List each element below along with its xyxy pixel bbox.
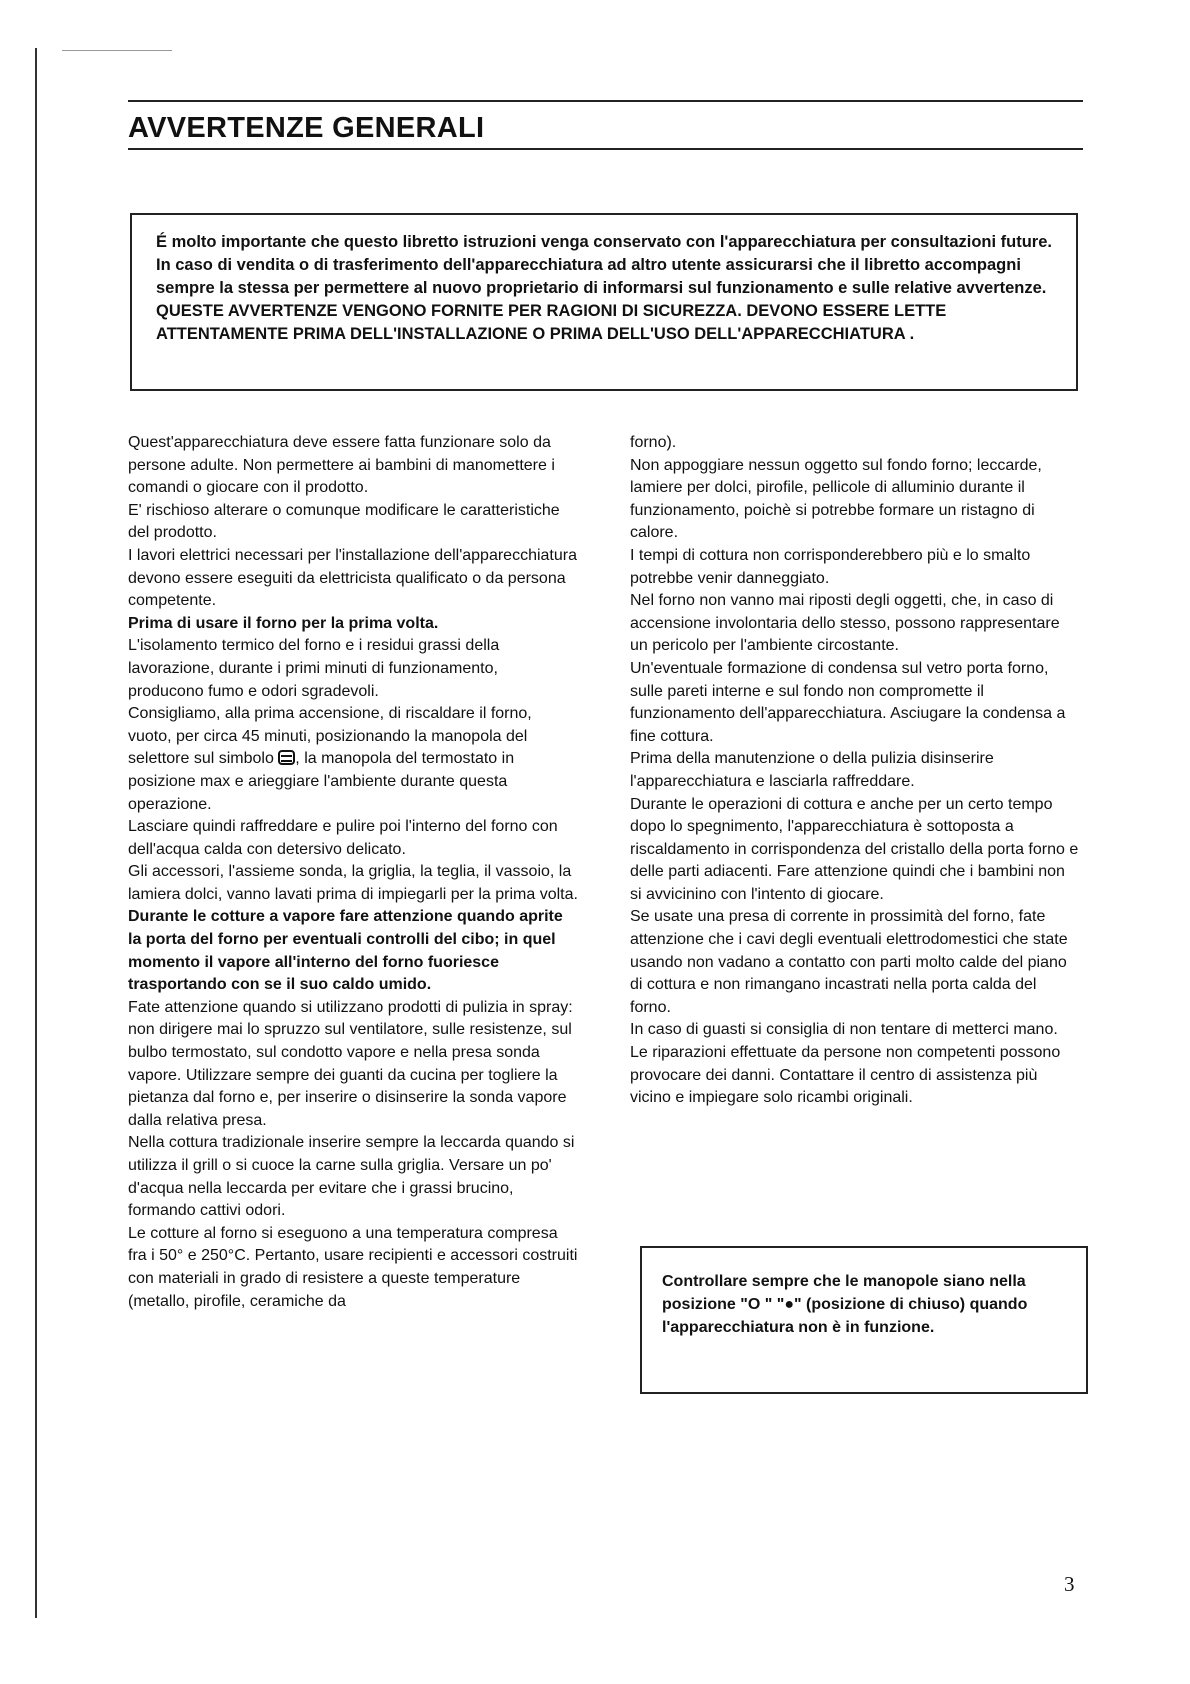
paragraph: E' rischioso alterare o comunque modificare le caratteristiche del prodotto. [128,501,560,542]
steam-warning-paragraph: Durante le cotture a vapore fare attenzione quando aprite la porta del forno per eventuali controlli del cibo; in quel momento il vapore all'interno del forno fuoriesce trasportando con se il suo caldo umido. [128,908,563,994]
paragraph: Lasciare quindi raffreddare e pulire poi l'interno del forno con dell'acqua calda con detersivo delicato. [128,818,558,858]
warning-safety-caps: QUESTE AVVERTENZE VENGONO FORNITE PER RAGIONI DI SICUREZZA. DEVONO ESSERE LETTE ATTENTAMENTE PRIMA DELL'INSTALLAZIONE O PRIMA DELL'USO DELL'APPARECCHIATURA . [156,302,947,343]
paragraph [128,703,578,816]
paragraph: Nella cottura tradizionale inserire sempre la leccarda quando si utilizza il grill o si cuoce la carne sulla griglia. Versare un po' d'acqua nella leccarda per evitare che i grassi brucino, formando cattivi odori. [128,1134,575,1220]
binding-edge-line [35,48,37,1618]
first-use-heading: Prima di usare il forno per la prima volta. [128,614,439,632]
paragraph: Fate attenzione quando si utilizzano prodotti di pulizia in spray: non dirigere mai lo spruzzo sul ventilatore, sulle resistenze, sul bulbo termostato, sul condotto vapore e nella presa sonda vapore. Utilizzare sempre dei guanti da cucina per togliere la pietanza dal forno e, per inserire o disinserire la sonda vapore dalla relativa presa. [128,998,573,1129]
page-number: 3 [1064,1572,1075,1596]
warning-intro: É molto importante che questo libretto istruzioni venga conservato con l'apparecchiatura per consultazioni future. In caso di vendita o di trasferimento dell'apparecchiatura ad altro utente assicurarsi che il libretto accompagni sempre la stessa per permettere al nuovo proprietario di informarsi sul funzionamento e sulle relative avvertenze. [156,233,1052,297]
paragraph: Un'eventuale formazione di condensa sul vetro porta forno, sulle pareti interne e sul fondo non compromette il funzionamento dell'apparecchiatura. Asciugare la condensa a fine cottura. [630,659,1066,745]
left-column [128,432,578,1313]
paragraph: In caso di guasti si consiglia di non tentare di metterci mano. Le riparazioni effettuate da persone non competenti possono provocare dei danni. Contattare il centro di assistenza più vicino e impiegare solo ricambi originali. [630,1021,1061,1107]
title-rule-top [128,100,1083,102]
paragraph: I lavori elettrici necessari per l'installazione dell'apparecchiatura devono essere eseguiti da elettricista qualificato o da persona competente. [128,546,577,610]
paragraph-part: Consigliamo, alla prima accensione, di riscaldare il forno, vuoto, per circa 45 minuti, posizionando la manopola del selettore sul simbolo [128,705,532,768]
paragraph: forno). [630,434,677,451]
paragraph: Non appoggiare nessun oggetto sul fondo forno; leccarde, lamiere per dolci, pirofile, pellicole di alluminio durante il funzionamento, poichè si potrebbe formare un ristagno di calore. [630,456,1042,542]
paragraph: I tempi di cottura non corrisponderebbero più e lo smalto potrebbe venir danneggiato. [630,546,1031,587]
oven-mode-symbol-icon [278,750,295,765]
paragraph: Quest'apparecchiatura deve essere fatta funzionare solo da persone adulte. Non permettere ai bambini di manomettere i comandi o giocare con il prodotto. [128,434,555,497]
paragraph: Durante le operazioni di cottura e anche per un certo tempo dopo lo spegnimento, l'apparecchiatura è sottoposta a riscaldamento in corrispondenza del cristallo della porta forno e delle parti adiacenti. Fare attenzione quindi che i bambini non si avvicinino con l'intento di giocare. [630,795,1079,903]
important-warning-box [130,213,1078,391]
scan-mark [62,50,172,51]
paragraph: Nel forno non vanno mai riposti degli oggetti, che, in caso di accensione involontaria dello stesso, possono rappresentare un pericolo per l'ambiente circostante. [630,592,1060,655]
paragraph: L'isolamento termico del forno e i residui grassi della lavorazione, durante i primi minuti di funzionamento, producono fumo e odori sgradevoli. [128,637,500,700]
paragraph: Se usate una presa di corrente in prossimità del forno, fate attenzione che i cavi degli eventuali elettrodomestici che state usando non vadano a contatto con parti molto calde del piano di cottura e non rimangano incastrati nella porta calda del forno. [630,908,1068,1016]
page-title: AVVERTENZE GENERALI [128,112,485,144]
paragraph: Gli accessori, l'assieme sonda, la griglia, la teglia, il vassoio, la lamiera dolci, vanno lavati prima di impiegarli per la prima volta. [128,863,578,903]
paragraph: Le cotture al forno si eseguono a una temperatura compresa fra i 50° e 250°C. Pertanto, usare recipienti e accessori costruiti con materiali in grado di resistere a queste temperature (metallo, pirofile, ceramiche da [128,1224,578,1310]
paragraph: Prima della manutenzione o della pulizia disinserire l'apparecchiatura e lasciarla raffreddare. [630,750,994,790]
paragraph-part: , la manopola del termostato in posizione max e arieggiare l'ambiente durante questa operazione. [128,750,515,813]
title-rule-bottom [128,148,1083,150]
right-column [630,432,1080,1110]
note-text: Controllare sempre che le manopole siano nella posizione "O " "●" (posizione di chiuso) quando l'apparecchiatura non è in funzione. [662,1273,1028,1336]
knob-position-note-box [640,1246,1088,1394]
